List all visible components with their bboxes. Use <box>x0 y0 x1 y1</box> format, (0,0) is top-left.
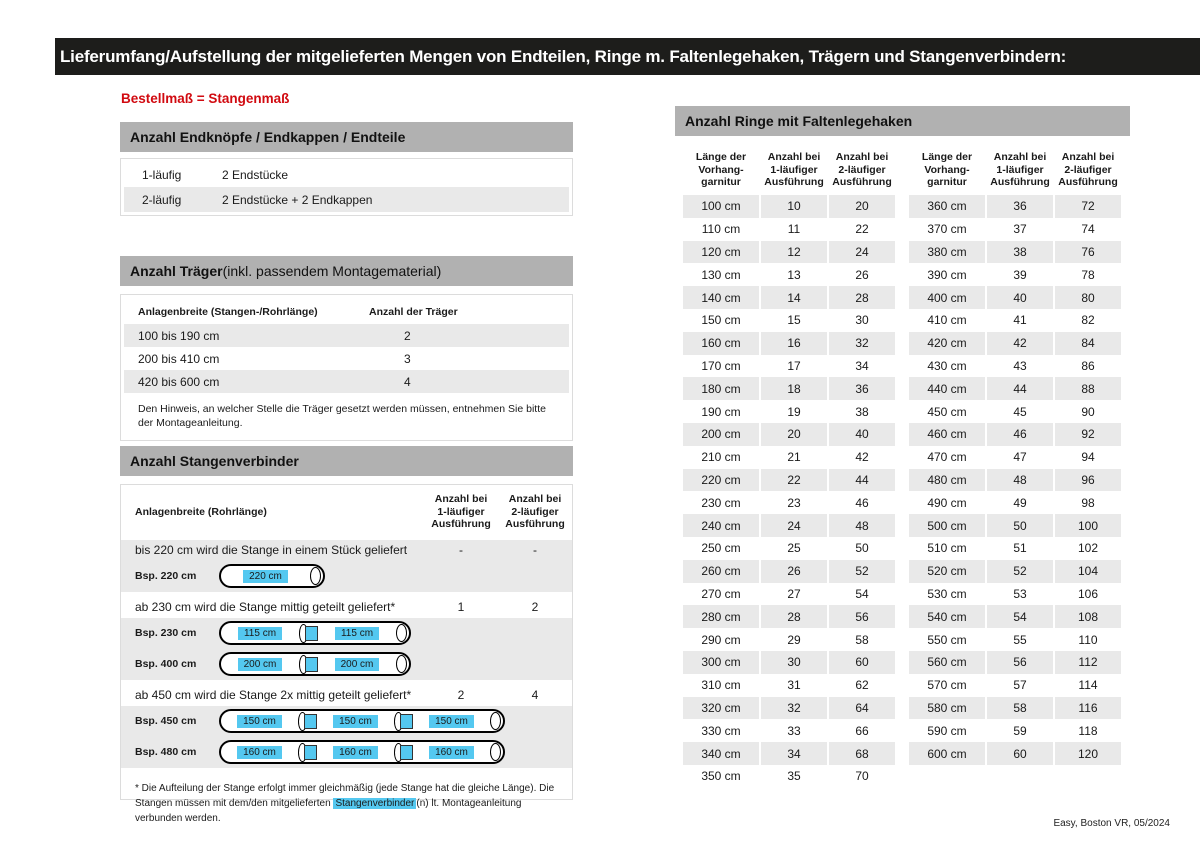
ring-cell: 11 <box>787 222 801 237</box>
stangenverbinder-desc-row <box>121 540 572 561</box>
rod-joint-block-icon <box>305 626 318 641</box>
stangenverbinder-col-1laufig-label: Anzahl bei 1-läufiger Ausführung <box>431 493 491 531</box>
ring-cell: 400 cm <box>909 286 985 309</box>
ring-cell: 51 <box>1013 541 1027 556</box>
section-header-endteile-label: Anzahl Endknöpfe / Endkappen / Endteile <box>130 129 406 145</box>
ring-cell: 440 cm <box>909 377 985 400</box>
traeger-row <box>124 324 569 347</box>
ring-cell: 54 <box>855 586 869 601</box>
ring-cell: 480 cm <box>909 469 985 492</box>
rod-segment <box>318 658 396 671</box>
ring-cell: 42 <box>855 450 869 465</box>
ring-cell: 39 <box>1013 267 1027 282</box>
rod-joint-block-icon <box>400 714 413 729</box>
ring-cell: 200 cm <box>683 423 759 446</box>
ring-cell: 490 cm <box>927 495 967 510</box>
traeger-row-count: 3 <box>404 351 411 366</box>
stangenverbinder-desc-text: ab 230 cm wird die Stange mittig geteilt geliefert* <box>135 600 396 615</box>
ring-cell: 190 cm <box>701 404 741 419</box>
ring-cell: 22 <box>761 469 827 492</box>
endteile-table <box>120 158 573 216</box>
rod-graphic <box>219 709 505 733</box>
ring-cell: 56 <box>829 605 895 628</box>
page-title: Lieferumfang/Aufstellung der mitgelieferten Mengen von Endteilen, Ringe m. Faltenlegehaken, Trägern und Stangenverbindern: <box>60 46 1067 66</box>
ring-column-header: Anzahl bei 1-läufiger Ausführung <box>764 151 824 189</box>
rod-segment <box>221 746 298 759</box>
rod-example-row <box>121 618 572 649</box>
ring-cell: 380 cm <box>909 241 985 264</box>
ring-cell: 10 <box>761 195 827 218</box>
ring-cell: 42 <box>987 332 1053 355</box>
ring-cell: 106 <box>1077 586 1099 601</box>
ring-cell: 102 <box>1077 541 1099 556</box>
rod-segment <box>221 570 310 583</box>
ring-cell: 96 <box>1055 469 1121 492</box>
ring-cell: 76 <box>1055 241 1121 264</box>
rod-connector-icon <box>394 743 413 762</box>
rod-segment-length: 160 cm <box>333 746 378 759</box>
ring-cell: 31 <box>787 678 801 693</box>
section-header-stangenverbinder <box>120 446 573 476</box>
rod-example-label: Bsp. 480 cm <box>135 746 197 759</box>
ring-cell: 22 <box>855 222 869 237</box>
ring-cell: 20 <box>829 195 895 218</box>
stangenverbinder-group <box>121 685 572 768</box>
ring-table-left <box>683 145 895 788</box>
stangenverbinder-groups <box>121 540 572 768</box>
ring-cell: 70 <box>855 769 869 784</box>
ring-cell: 48 <box>829 514 895 537</box>
ring-cell: 46 <box>855 495 869 510</box>
ring-cell: 13 <box>787 267 801 282</box>
ring-cell: 100 <box>1055 514 1121 537</box>
ring-cell: 86 <box>1081 358 1095 373</box>
ring-cell: 66 <box>855 723 869 738</box>
ring-cell: 38 <box>987 241 1053 264</box>
ring-cell: 600 cm <box>909 742 985 765</box>
ring-cell: 12 <box>761 241 827 264</box>
ring-column-header: Anzahl bei 1-läufiger Ausführung <box>990 151 1050 189</box>
rod-end-icon <box>490 712 501 730</box>
stangenverbinder-desc-row <box>121 685 572 706</box>
ring-cell: 120 cm <box>683 241 759 264</box>
ring-cell: 300 cm <box>683 651 759 674</box>
ring-cell: 52 <box>987 560 1053 583</box>
ring-cell: 20 <box>761 423 827 446</box>
rod-segment-length: 150 cm <box>237 715 282 728</box>
stangenverbinder-count-2laufig: 4 <box>531 688 539 703</box>
ring-cell: 220 cm <box>683 469 759 492</box>
traeger-table-header <box>124 299 569 324</box>
ring-cell: 470 cm <box>927 450 967 465</box>
ring-cell: 40 <box>987 286 1053 309</box>
endteile-row-value: 2 Endstücke <box>222 167 289 182</box>
rod-connector-icon <box>299 655 318 674</box>
ring-cell: 45 <box>1013 404 1027 419</box>
ring-cell: 104 <box>1055 560 1121 583</box>
rod-segment-length: 200 cm <box>238 658 283 671</box>
stangenverbinder-footnote <box>121 773 572 826</box>
ring-cell: 19 <box>787 404 801 419</box>
ring-cell: 23 <box>787 495 801 510</box>
ring-cell: 21 <box>787 450 801 465</box>
ring-cell: 64 <box>829 697 895 720</box>
rod-segment <box>413 746 490 759</box>
ring-cell: 510 cm <box>927 541 967 556</box>
rod-segment <box>318 627 396 640</box>
ring-cell: 530 cm <box>927 586 967 601</box>
ring-cell: 350 cm <box>701 769 741 784</box>
ring-cell: 56 <box>987 651 1053 674</box>
ring-cell: 29 <box>787 632 801 647</box>
ring-cell: 410 cm <box>927 313 967 328</box>
ring-cell: 33 <box>787 723 801 738</box>
ring-cell: 100 cm <box>683 195 759 218</box>
ring-cell: 50 <box>987 514 1053 537</box>
title-bar <box>55 38 1200 75</box>
ring-cell: 72 <box>1055 195 1121 218</box>
traeger-row-count: 4 <box>404 374 411 389</box>
ring-cell: 60 <box>987 742 1053 765</box>
ring-cell: 370 cm <box>927 222 967 237</box>
rod-end-icon <box>396 655 407 673</box>
ring-cell: 110 <box>1078 632 1098 647</box>
section-header-ringe-label: Anzahl Ringe mit Faltenlegehaken <box>685 113 913 129</box>
ring-cell: 36 <box>829 377 895 400</box>
ring-cell: 180 cm <box>683 377 759 400</box>
ring-cell: 25 <box>787 541 801 556</box>
ring-table-right <box>909 145 1121 788</box>
stangenverbinder-col-2laufig-label: Anzahl bei 2-läufiger Ausführung <box>505 493 565 531</box>
ring-cell: 420 cm <box>909 332 985 355</box>
endteile-row-label: 2-läufig <box>142 192 182 207</box>
ring-cell: 47 <box>1013 450 1027 465</box>
ring-cell: 210 cm <box>701 450 741 465</box>
ring-cell: 390 cm <box>927 267 967 282</box>
ring-cell: 24 <box>829 241 895 264</box>
rod-joint-block-icon <box>304 714 317 729</box>
subtitle-bestellmass: Bestellmaß = Stangenmaß <box>121 91 290 106</box>
ring-cell: 30 <box>761 651 827 674</box>
rod-example-label: Bsp. 230 cm <box>135 627 197 640</box>
ring-cell: 540 cm <box>909 605 985 628</box>
ring-cell: 94 <box>1081 450 1095 465</box>
rod-segment-length: 200 cm <box>335 658 380 671</box>
rod-segment-length: 150 cm <box>429 715 474 728</box>
ring-cell: 34 <box>855 358 869 373</box>
ring-cell: 37 <box>1013 222 1027 237</box>
ring-cell: 110 cm <box>701 222 741 237</box>
stangenverbinder-desc-row <box>121 597 572 618</box>
ring-cell: 570 cm <box>927 678 967 693</box>
ring-cell: 92 <box>1055 423 1121 446</box>
ring-cell: 120 <box>1055 742 1121 765</box>
section-header-traeger-bold: Anzahl Träger <box>130 263 223 279</box>
ring-cell: 59 <box>1013 723 1027 738</box>
rod-graphic <box>219 740 505 764</box>
traeger-row <box>124 347 569 370</box>
ring-cell: 430 cm <box>927 358 967 373</box>
rod-segment-length: 220 cm <box>243 570 288 583</box>
ring-cell: 500 cm <box>909 514 985 537</box>
ring-cell: 240 cm <box>683 514 759 537</box>
ring-cell: 320 cm <box>683 697 759 720</box>
ring-cell: 30 <box>855 313 869 328</box>
rod-graphic <box>219 652 411 676</box>
ring-cell: 560 cm <box>909 651 985 674</box>
ring-cell: 58 <box>987 697 1053 720</box>
rod-example-row <box>121 561 572 592</box>
traeger-col-count-label: Anzahl der Träger <box>369 306 458 318</box>
ring-cell: 118 <box>1078 723 1098 738</box>
rod-segment <box>221 715 298 728</box>
ring-column-header: Anzahl bei 2-läufiger Ausführung <box>1058 151 1118 189</box>
rod-connector-icon <box>299 624 318 643</box>
ring-cell: 280 cm <box>683 605 759 628</box>
traeger-row-count: 2 <box>404 328 411 343</box>
traeger-row-range: 420 bis 600 cm <box>138 374 220 389</box>
ring-cell: 68 <box>829 742 895 765</box>
rod-end-icon <box>396 624 407 642</box>
ring-cell: 260 cm <box>683 560 759 583</box>
ring-cell: 28 <box>761 605 827 628</box>
stangenverbinder-group <box>121 597 572 680</box>
stangenverbinder-count-1laufig: - <box>459 543 463 558</box>
section-header-ringe <box>675 106 1130 136</box>
rod-graphic <box>219 621 411 645</box>
ring-cell: 330 cm <box>701 723 741 738</box>
endteile-row-value: 2 Endstücke + 2 Endkappen <box>222 192 373 207</box>
ring-column-header: Länge der Vorhang- garnitur <box>695 151 747 189</box>
ring-cell: 35 <box>787 769 801 784</box>
ring-cell: 32 <box>761 697 827 720</box>
ring-cell: 28 <box>829 286 895 309</box>
ring-cell: 460 cm <box>909 423 985 446</box>
ring-cell: 62 <box>855 678 869 693</box>
ring-cell: 116 <box>1055 697 1121 720</box>
ring-cell: 270 cm <box>701 586 741 601</box>
rod-joint-block-icon <box>305 657 318 672</box>
rod-segment <box>317 746 394 759</box>
rod-segment-length: 150 cm <box>333 715 378 728</box>
section-header-traeger <box>120 256 573 286</box>
ring-cell: 58 <box>855 632 869 647</box>
ring-cell: 26 <box>761 560 827 583</box>
endteile-row <box>124 187 569 212</box>
ring-cell: 38 <box>855 404 869 419</box>
ring-cell: 26 <box>855 267 869 282</box>
footnote-text: (n) lt. Montageanleitung verbunden werden. <box>135 797 522 824</box>
rod-example-row <box>121 649 572 680</box>
rod-segment <box>413 715 490 728</box>
rod-connector-icon <box>298 743 317 762</box>
ring-column-header: Anzahl bei 2-läufiger Ausführung <box>832 151 892 189</box>
ring-cell: 60 <box>829 651 895 674</box>
ring-cell: 580 cm <box>909 697 985 720</box>
stangenverbinder-desc-text: bis 220 cm wird die Stange in einem Stück geliefert <box>135 543 408 558</box>
ring-cell: 48 <box>987 469 1053 492</box>
ring-cell: 230 cm <box>701 495 741 510</box>
rod-connector-icon <box>298 712 317 731</box>
ring-cell: 49 <box>1013 495 1027 510</box>
ring-cell: 98 <box>1081 495 1095 510</box>
ring-cell: 520 cm <box>909 560 985 583</box>
traeger-row-range: 100 bis 190 cm <box>138 328 220 343</box>
ring-cell: 140 cm <box>683 286 759 309</box>
rod-example-label: Bsp. 220 cm <box>135 570 197 583</box>
ring-cell: 360 cm <box>909 195 985 218</box>
stangenverbinder-count-1laufig: 1 <box>457 600 465 615</box>
ring-cell: 550 cm <box>927 632 967 647</box>
rod-end-icon <box>310 567 321 585</box>
ring-cell: 108 <box>1055 605 1121 628</box>
ring-cell: 14 <box>761 286 827 309</box>
rod-joint-block-icon <box>304 745 317 760</box>
stangenverbinder-group <box>121 540 572 592</box>
footnote-text: * Die Aufteilung der Stange erfolgt immer gleichmäßig (jede Stange hat die gleiche Länge). Die Stangen müssen mit dem/den mitgelieferten <box>135 782 555 809</box>
ring-cell: 27 <box>787 586 801 601</box>
rod-segment <box>221 658 299 671</box>
ring-cell: 290 cm <box>701 632 741 647</box>
ring-cell: 17 <box>787 358 801 373</box>
stangenverbinder-count-2laufig: 2 <box>531 600 539 615</box>
ring-cell: 160 cm <box>683 332 759 355</box>
rod-example-label: Bsp. 450 cm <box>135 715 197 728</box>
ring-cell: 88 <box>1055 377 1121 400</box>
rod-segment <box>317 715 394 728</box>
traeger-table <box>120 294 573 441</box>
ring-cell: 80 <box>1055 286 1121 309</box>
rod-segment <box>221 627 299 640</box>
stangenverbinder-table-header <box>121 489 572 540</box>
ring-cell: 15 <box>787 313 801 328</box>
ring-cell: 170 cm <box>701 358 741 373</box>
ring-cell: 16 <box>761 332 827 355</box>
ring-cell: 310 cm <box>701 678 741 693</box>
ring-cell: 590 cm <box>927 723 967 738</box>
ring-cell: 24 <box>761 514 827 537</box>
endteile-row-label: 1-läufig <box>142 167 182 182</box>
ring-cell: 340 cm <box>683 742 759 765</box>
ring-cell: 44 <box>987 377 1053 400</box>
ring-cell: 50 <box>855 541 869 556</box>
traeger-row-range: 200 bis 410 cm <box>138 351 220 366</box>
rod-connector-icon <box>394 712 413 731</box>
ring-cell: 57 <box>1013 678 1027 693</box>
ring-cell: 74 <box>1081 222 1095 237</box>
stangenverbinder-count-2laufig: - <box>533 543 537 558</box>
ring-column-header: Länge der Vorhang- garnitur <box>921 151 973 189</box>
rod-segment-length: 115 cm <box>335 627 379 640</box>
stangenverbinder-count-1laufig: 2 <box>457 688 465 703</box>
traeger-row <box>124 370 569 393</box>
rod-example-row <box>121 737 572 768</box>
stangenverbinder-col-width-label: Anlagenbreite (Rohrlänge) <box>135 505 267 518</box>
section-header-traeger-rest: (inkl. passendem Montagematerial) <box>222 263 442 279</box>
rod-end-icon <box>490 743 501 761</box>
rod-joint-block-icon <box>400 745 413 760</box>
ring-cell: 450 cm <box>927 404 967 419</box>
ring-cell: 46 <box>987 423 1053 446</box>
ring-cell: 41 <box>1013 313 1027 328</box>
ring-tables <box>683 145 1130 788</box>
ring-cell: 112 <box>1055 651 1121 674</box>
ring-cell: 53 <box>1013 586 1027 601</box>
ring-cell: 18 <box>761 377 827 400</box>
ring-cell: 82 <box>1081 313 1095 328</box>
rod-segment-length: 115 cm <box>238 627 282 640</box>
ring-cell: 34 <box>761 742 827 765</box>
ring-cell: 130 cm <box>701 267 741 282</box>
traeger-note: Den Hinweis, an welcher Stelle die Träger gesetzt werden müssen, entnehmen Sie bitte der Montageanleitung. <box>138 403 546 430</box>
section-header-stangenverbinder-label: Anzahl Stangenverbinder <box>130 453 299 469</box>
ring-cell: 54 <box>987 605 1053 628</box>
ring-cell: 52 <box>829 560 895 583</box>
ring-cell: 32 <box>829 332 895 355</box>
rod-example-row <box>121 706 572 737</box>
ring-cell: 36 <box>987 195 1053 218</box>
endteile-row <box>124 162 569 187</box>
section-header-endteile <box>120 122 573 152</box>
stangenverbinder-desc-text: ab 450 cm wird die Stange 2x mittig geteilt geliefert* <box>135 688 412 703</box>
ring-cell: 114 <box>1078 678 1098 693</box>
ring-cell: 78 <box>1081 267 1095 282</box>
rod-segment-length: 160 cm <box>429 746 474 759</box>
ring-cell: 55 <box>1013 632 1027 647</box>
ring-cell: 40 <box>829 423 895 446</box>
rod-example-label: Bsp. 400 cm <box>135 658 197 671</box>
stangenverbinder-table <box>120 484 573 824</box>
rod-segment-length: 160 cm <box>237 746 282 759</box>
ring-cell: 43 <box>1013 358 1027 373</box>
traeger-col-width-label: Anlagenbreite (Stangen-/Rohrlänge) <box>138 306 318 318</box>
ring-cell: 150 cm <box>701 313 741 328</box>
ring-cell: 84 <box>1055 332 1121 355</box>
ring-cell: 44 <box>829 469 895 492</box>
footer-note: Easy, Boston VR, 05/2024 <box>1053 818 1170 829</box>
footnote-highlight: Stangenverbinder <box>335 797 415 809</box>
ring-cell: 90 <box>1081 404 1095 419</box>
traeger-rows <box>124 324 569 393</box>
rod-graphic <box>219 564 325 588</box>
ring-cell: 250 cm <box>701 541 741 556</box>
